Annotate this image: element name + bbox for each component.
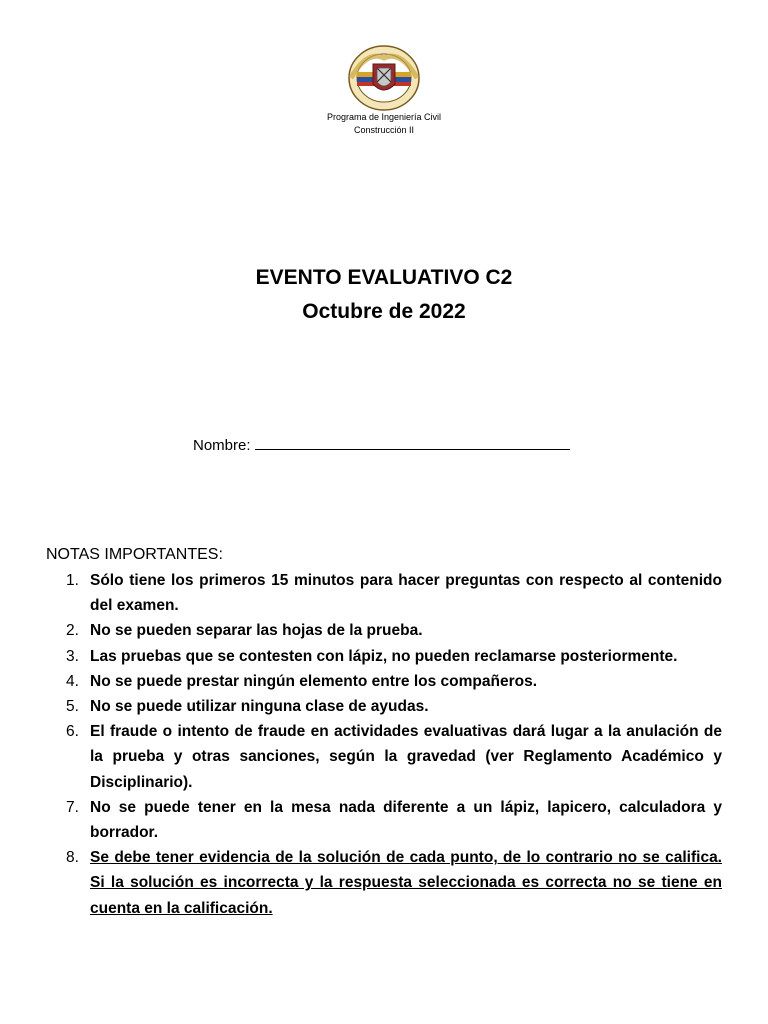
- university-logo: [347, 44, 421, 112]
- exam-title: EVENTO EVALUATIVO C2: [255, 266, 513, 289]
- notes-heading: NOTAS IMPORTANTES:: [46, 546, 223, 563]
- name-blank-line[interactable]: [255, 435, 570, 450]
- note-text: El fraude o intento de fraude en actividades evaluativas dará lugar a la anulación de la prueba y otras sanciones, según la gravedad (ver Reglamento Académico y Disciplinario).: [90, 723, 722, 791]
- note-text: Las pruebas que se contesten con lápiz, no pueden reclamarse posteriormente.: [90, 647, 678, 665]
- note-item-underlined: [46, 845, 722, 921]
- note-item: [46, 568, 722, 618]
- note-text: Sólo tiene los primeros 15 minutos para hacer preguntas con respecto al contenido del examen.: [90, 572, 722, 615]
- note-item: [46, 694, 722, 719]
- course-name: Construcción II: [353, 125, 415, 135]
- note-text: No se pueden separar las hojas de la prueba.: [90, 622, 423, 640]
- notes-list: [46, 568, 722, 921]
- note-text: Se debe tener evidencia de la solución de cada punto, de lo contrario no se califica. Si la solución es incorrecta y la respuesta seleccionada es correcta no se tiene en cuenta en la calificación.: [90, 849, 722, 917]
- note-item: [46, 669, 722, 694]
- note-item: [46, 644, 722, 669]
- note-text: No se puede tener en la mesa nada diferente a un lápiz, lapicero, calculadora y borrador.: [90, 798, 722, 842]
- note-text: No se puede prestar ningún elemento entre los compañeros.: [90, 672, 538, 690]
- note-item: [46, 719, 722, 795]
- note-number: 2.: [66, 622, 79, 640]
- note-number: 5.: [66, 698, 79, 716]
- note-number: 7.: [66, 798, 79, 816]
- name-label: Nombre:: [193, 437, 251, 454]
- note-item: [46, 618, 722, 643]
- note-text: No se puede utilizar ninguna clase de ayudas.: [90, 698, 429, 716]
- note-number: 8.: [66, 849, 79, 867]
- note-item: [46, 795, 722, 845]
- note-number: 4.: [66, 672, 79, 690]
- note-number: 6.: [66, 723, 79, 741]
- name-field[interactable]: [193, 435, 570, 456]
- note-number: 1.: [66, 572, 79, 589]
- note-number: 3.: [66, 647, 79, 665]
- exam-date: Octubre de 2022: [302, 300, 466, 323]
- program-name: Programa de Ingeniería Civil: [326, 112, 442, 122]
